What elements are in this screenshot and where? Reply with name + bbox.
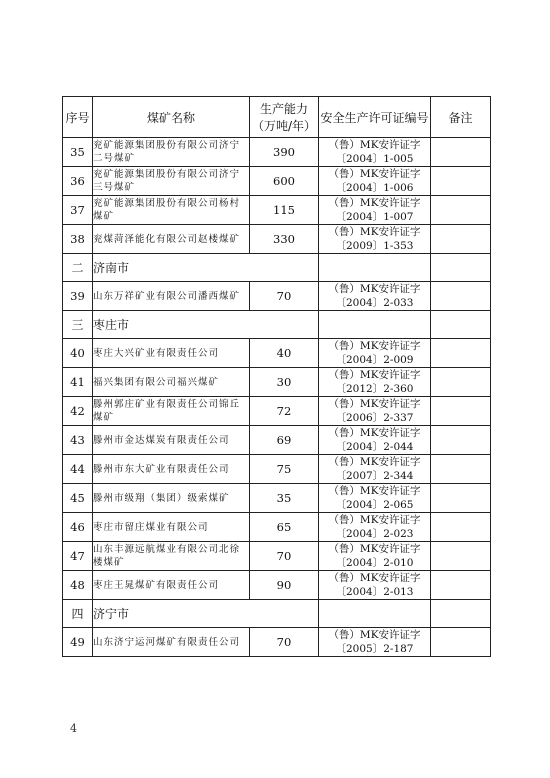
license-line2: 〔2004〕2-023 [335,528,414,540]
section-number: 四 [63,600,93,628]
license-number [319,368,431,397]
section-title: 济宁市 [93,600,319,628]
license-line1: （鲁）MK安许证字 [328,369,421,381]
row-seq: 44 [63,455,93,484]
header-remark: 备注 [431,97,491,138]
license-number [319,138,431,167]
production-capacity: 35 [250,484,319,513]
license-number [319,225,431,254]
mine-name: 山东济宁运河煤矿有限责任公司 [93,628,250,657]
license-number [319,455,431,484]
mine-name: 兖矿能源集团股份有限公司济宁二号煤矿 [93,138,250,167]
section-remark-cell [431,254,491,282]
section-title: 枣庄市 [93,311,319,339]
section-number: 三 [63,311,93,339]
table-row [63,426,491,455]
production-capacity: 90 [250,571,319,600]
mine-name: 滕州市金达煤炭有限责任公司 [93,426,250,455]
production-capacity: 69 [250,426,319,455]
license-line2: 〔2004〕2-010 [335,557,414,569]
table-row [63,167,491,196]
section-row [63,311,491,339]
license-number [319,542,431,571]
section-number: 二 [63,254,93,282]
license-line1: （鲁）MK安许证字 [328,514,421,526]
header-capacity-line1: 生产能力 [259,102,308,116]
row-seq: 47 [63,542,93,571]
table-body [63,138,491,657]
production-capacity: 390 [250,138,319,167]
table-header-row [63,97,491,138]
license-line2: 〔2007〕2-344 [335,470,414,482]
license-line2: 〔2004〕2-009 [335,354,414,366]
license-line1: （鲁）MK安许证字 [328,340,421,352]
remark-cell [431,167,491,196]
license-line2: 〔2004〕1-005 [335,153,414,165]
license-line2: 〔2012〕2-360 [335,383,414,395]
mine-name: 福兴集团有限公司福兴煤矿 [93,368,250,397]
page-number: 4 [70,722,77,735]
table-row [63,397,491,426]
mine-name: 兖矿能源集团股份有限公司济宁三号煤矿 [93,167,250,196]
license-line1: （鲁）MK安许证字 [328,283,421,295]
remark-cell [431,513,491,542]
remark-cell [431,225,491,254]
remark-cell [431,426,491,455]
row-seq: 43 [63,426,93,455]
production-capacity: 115 [250,196,319,225]
mine-name: 滕州市东大矿业有限责任公司 [93,455,250,484]
mine-name: 山东万祥矿业有限公司潘西煤矿 [93,282,250,311]
mine-name: 枣庄大兴矿业有限责任公司 [93,339,250,368]
row-seq: 41 [63,368,93,397]
production-capacity: 70 [250,542,319,571]
row-seq: 37 [63,196,93,225]
row-seq: 39 [63,282,93,311]
table-row [63,484,491,513]
row-seq: 46 [63,513,93,542]
table-row [63,282,491,311]
table-row [63,571,491,600]
table-row [63,628,491,657]
production-capacity: 40 [250,339,319,368]
production-capacity: 30 [250,368,319,397]
production-capacity: 72 [250,397,319,426]
row-seq: 35 [63,138,93,167]
section-license-cell [319,600,431,628]
production-capacity: 75 [250,455,319,484]
license-number [319,628,431,657]
license-number [319,282,431,311]
production-capacity: 70 [250,282,319,311]
header-name: 煤矿名称 [93,97,250,138]
license-line1: （鲁）MK安许证字 [328,572,421,584]
mine-name: 滕州市级翔（集团）级索煤矿 [93,484,250,513]
mine-name: 滕州郭庄矿业有限责任公司锦丘煤矿 [93,397,250,426]
table-row [63,513,491,542]
license-number [319,397,431,426]
license-line1: （鲁）MK安许证字 [328,139,421,151]
table-row [63,455,491,484]
table-row [63,368,491,397]
license-line2: 〔2004〕2-044 [335,441,414,453]
table-row [63,196,491,225]
table-row [63,542,491,571]
section-row [63,254,491,282]
license-line2: 〔2004〕2-065 [335,499,414,511]
license-line2: 〔2004〕2-033 [335,297,414,309]
license-line1: （鲁）MK安许证字 [328,456,421,468]
license-line2: 〔2006〕2-337 [335,412,414,424]
remark-cell [431,484,491,513]
remark-cell [431,542,491,571]
header-seq: 序号 [63,97,93,138]
license-number [319,167,431,196]
table-row [63,225,491,254]
remark-cell [431,571,491,600]
row-seq: 38 [63,225,93,254]
mine-name: 枣庄市留庄煤业有限公司 [93,513,250,542]
production-capacity: 70 [250,628,319,657]
remark-cell [431,138,491,167]
license-line1: （鲁）MK安许证字 [328,427,421,439]
row-seq: 45 [63,484,93,513]
header-license: 安全生产许可证编号 [319,97,431,138]
row-seq: 48 [63,571,93,600]
license-number [319,196,431,225]
header-capacity-line2: （万吨/年） [251,119,317,133]
license-number [319,484,431,513]
license-number [319,426,431,455]
section-license-cell [319,311,431,339]
license-line2: 〔2004〕1-007 [335,211,414,223]
remark-cell [431,368,491,397]
license-line1: （鲁）MK安许证字 [328,398,421,410]
license-line1: （鲁）MK安许证字 [328,485,421,497]
section-remark-cell [431,311,491,339]
remark-cell [431,339,491,368]
mine-name: 山东丰源远航煤业有限公司北徐楼煤矿 [93,542,250,571]
header-capacity [250,97,319,138]
table-row [63,138,491,167]
remark-cell [431,282,491,311]
license-number [319,339,431,368]
license-line2: 〔2004〕1-006 [335,182,414,194]
section-license-cell [319,254,431,282]
section-title: 济南市 [93,254,319,282]
license-line1: （鲁）MK安许证字 [328,543,421,555]
license-line2: 〔2004〕2-013 [335,586,414,598]
remark-cell [431,455,491,484]
remark-cell [431,196,491,225]
production-capacity: 600 [250,167,319,196]
license-line1: （鲁）MK安许证字 [328,629,421,641]
license-line1: （鲁）MK安许证字 [328,226,421,238]
row-seq: 49 [63,628,93,657]
mine-name: 枣庄王晁煤矿有限责任公司 [93,571,250,600]
license-number [319,513,431,542]
license-number [319,571,431,600]
mine-name: 兖煤菏泽能化有限公司赵楼煤矿 [93,225,250,254]
row-seq: 40 [63,339,93,368]
production-capacity: 65 [250,513,319,542]
license-line1: （鲁）MK安许证字 [328,197,421,209]
production-capacity: 330 [250,225,319,254]
license-line1: （鲁）MK安许证字 [328,168,421,180]
row-seq: 42 [63,397,93,426]
coal-mine-table [62,96,491,657]
section-remark-cell [431,600,491,628]
license-line2: 〔2009〕1-353 [335,240,414,252]
remark-cell [431,628,491,657]
license-line2: 〔2005〕2-187 [335,643,414,655]
mine-name: 兖矿能源集团股份有限公司杨村煤矿 [93,196,250,225]
row-seq: 36 [63,167,93,196]
section-row [63,600,491,628]
table-row [63,339,491,368]
remark-cell [431,397,491,426]
